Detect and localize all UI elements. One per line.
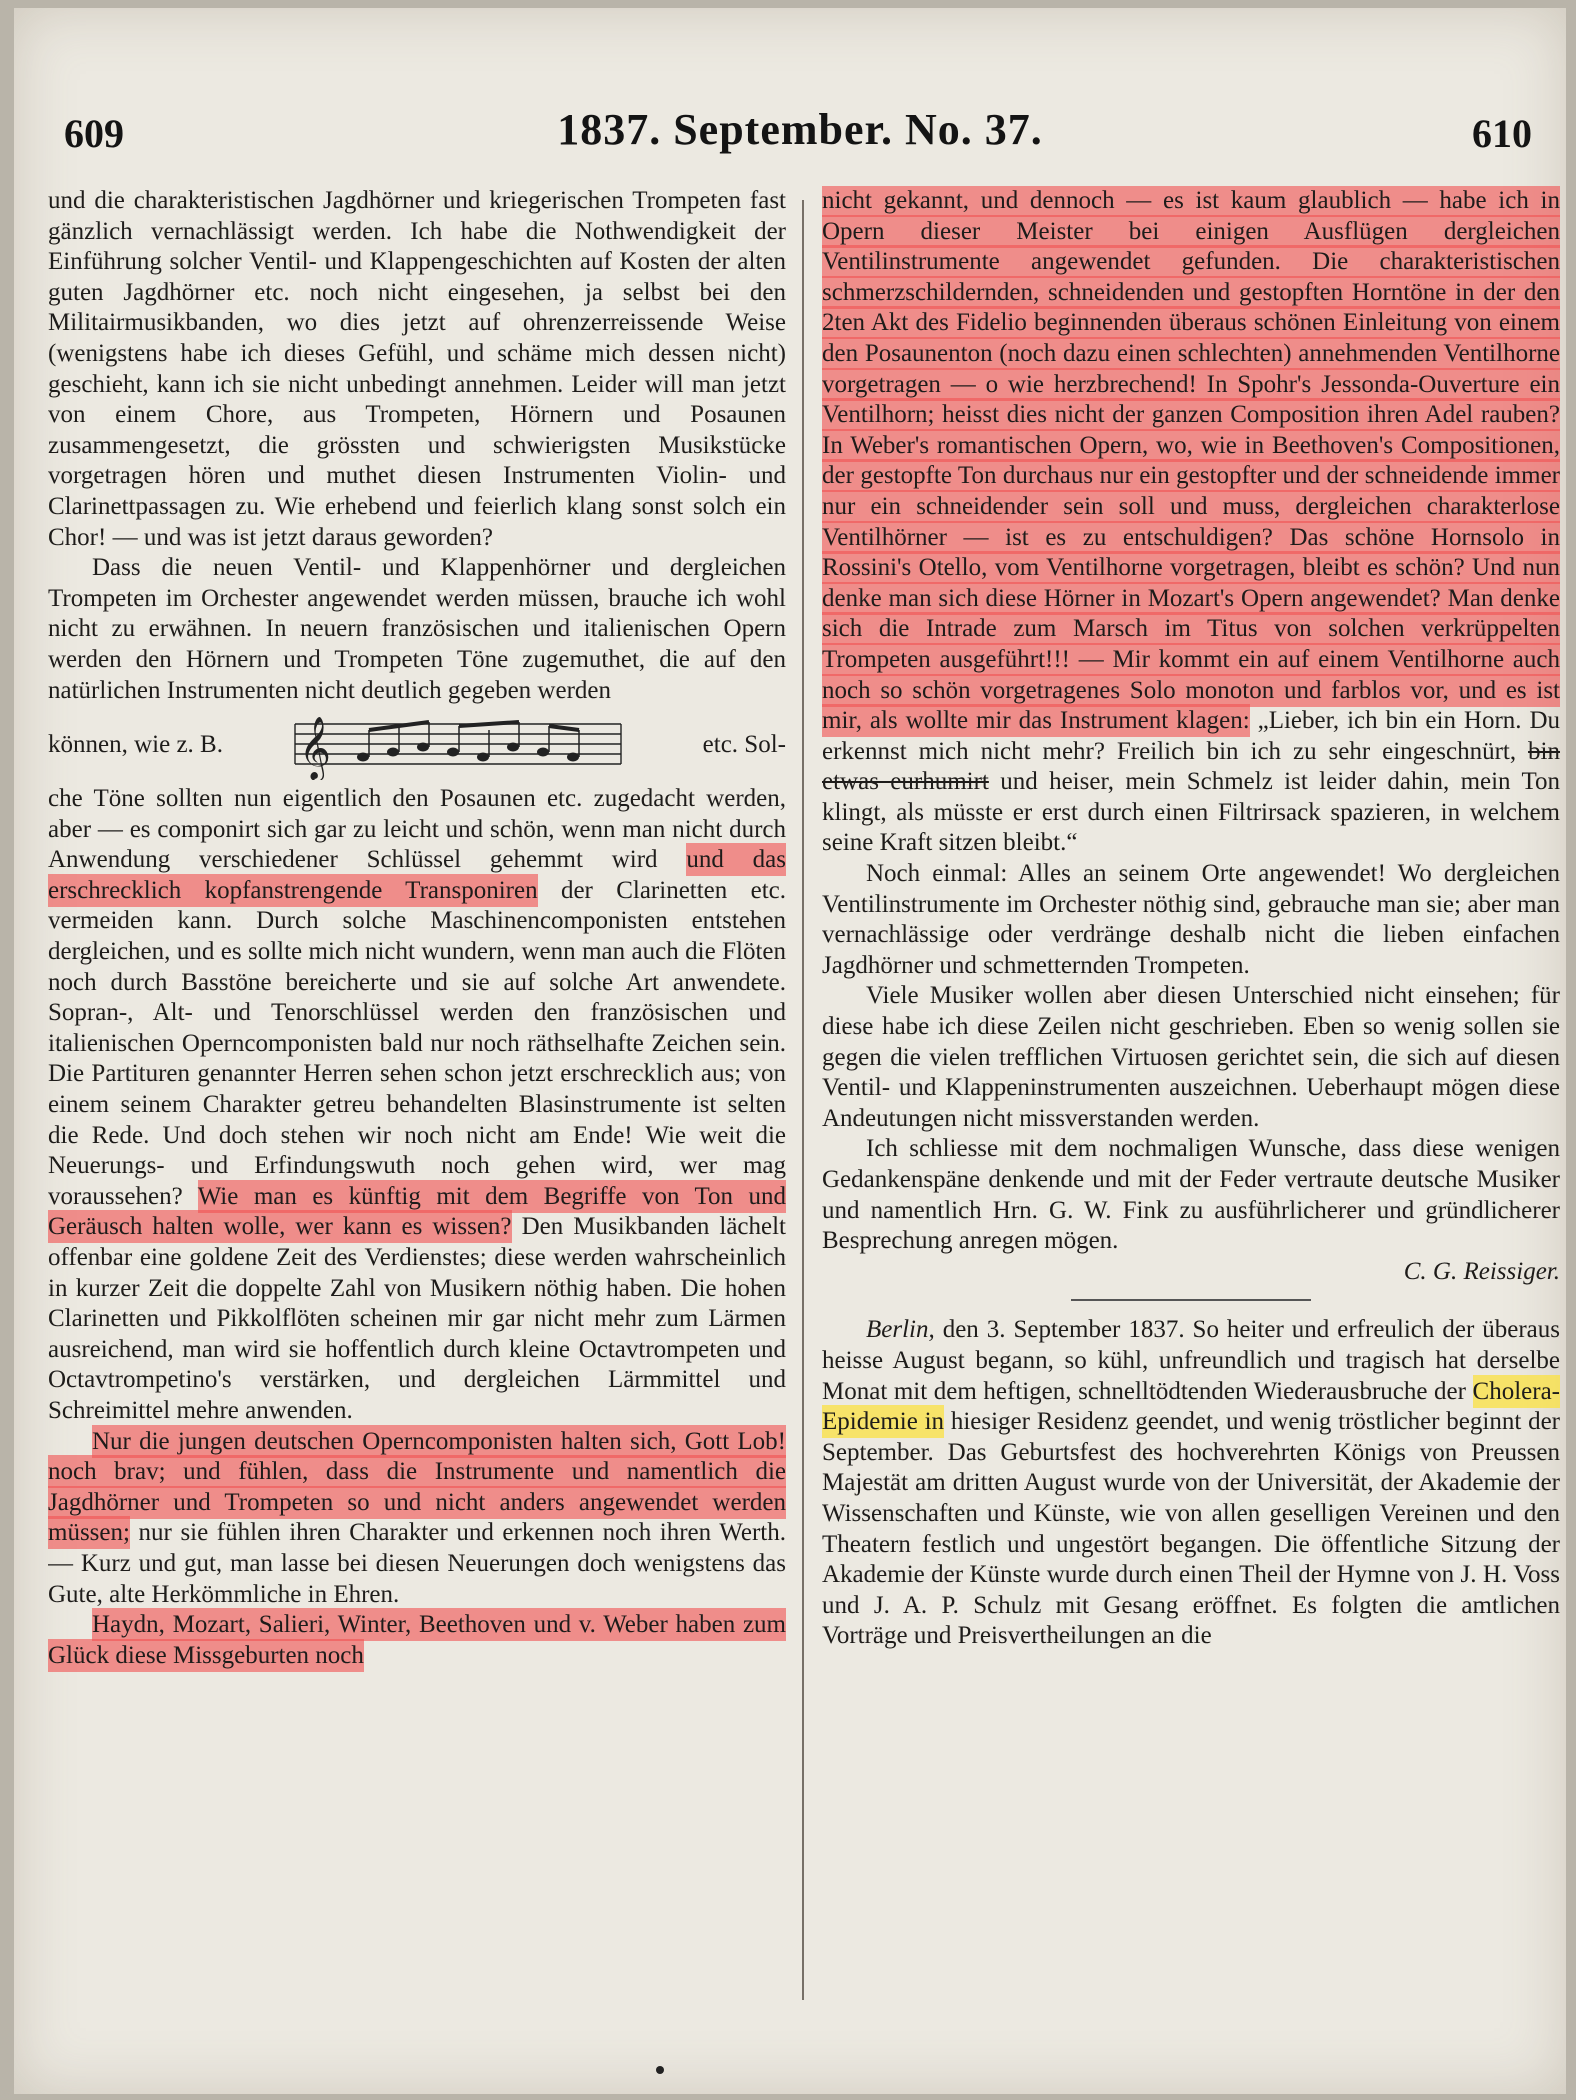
red-highlight: und das erschrecklich kopfanstrengende Transponiren bbox=[48, 843, 786, 907]
music-example-lead: können, wie z. B. bbox=[48, 730, 223, 758]
paragraph: Dass die neuen Ventil- und Klappenhörner und dergleichen Trompeten im Orchester angewendet werden müssen, brauche ich wohl nicht zu erwähnen. In neuern französischen und italienischen Opern werden den Hörnern und Trompeten Töne zugemuthet, die auf den natürlichen Instrumenten nicht deutlich gegeben werden bbox=[48, 554, 786, 704]
newspaper-page bbox=[14, 8, 1566, 2094]
paragraph bbox=[48, 784, 786, 1426]
music-example-row bbox=[48, 706, 786, 784]
signature: C. G. Reissiger. bbox=[1403, 1257, 1560, 1285]
text-run: nur sie fühlen ihren Charakter und erkennen noch ihren Werth. — Kurz und gut, man lasse bei diesen Neuerungen doch wenigstens das Gute, alte Herkömmliche in Ehren. bbox=[48, 1519, 786, 1608]
paragraph bbox=[48, 1610, 786, 1671]
right-column bbox=[822, 186, 1560, 2016]
dateline-city: Berlin, bbox=[866, 1316, 935, 1344]
red-highlight: Wie man es künftig mit dem Begriffe von Ton und Geräusch halten wolle, wer kann es wissen? bbox=[48, 1180, 786, 1244]
text-run: den 3. September 1837. So heiter und erfreulich der überaus heisse August begann, so kühl, unfreundlich und tragisch hat derselbe Monat mit dem heftigen, schnelltödtenden Wiederausbruche der bbox=[822, 1316, 1560, 1405]
music-example-tail: etc. Sol- bbox=[702, 730, 786, 758]
footer-dot bbox=[656, 2066, 664, 2074]
text-run: „Lieber, ich bin ein Horn. Du erkennst mich nicht mehr? Freilich bin ich zu sehr eingeschnürt, bbox=[822, 707, 1560, 765]
paragraph bbox=[48, 1427, 786, 1611]
column-divider bbox=[802, 200, 804, 2000]
text-run: Den Musikbanden lächelt offenbar eine goldene Zeit des Verdienstes; diese werden wahrscheinlich in kurzer Zeit die doppelte Zahl von Musikern nöthig haben. Die hohen Clarinetten und Pikkolflöten scheinen mir gar nicht mehr zum Lärmen ausreichend, man wird sie hoffentlich durch kleine Octavtrompeten und Octavtrompetino's verstärken, und dergleichen Lärmmittel und Schreimittel mehre anwenden. bbox=[48, 1213, 786, 1424]
page-number-right: 610 bbox=[1472, 111, 1532, 156]
yellow-highlight: Cholera-Epidemie in bbox=[822, 1375, 1560, 1439]
paragraph: Viele Musiker wollen aber diesen Unterschied nicht einsehen; für diese habe ich diese Zeilen nicht geschrieben. Eben so wenig sollen sie gegen die vielen trefflichen Virtuosen gerichtet sein, die sich auf diesen Ventil- und Klappeninstrumenten auszeichnen. Ueberhaupt mögen diese Andeutungen nicht missverstanden werden. bbox=[822, 982, 1560, 1132]
page-number-left: 609 bbox=[64, 111, 124, 156]
text-run: und heiser, mein Schmelz ist leider dahin, mein Ton klingt, als müsste er erst durch einen Filtrirsack spazieren, in welchem seine Kraft sitzen bleibt.“ bbox=[822, 768, 1560, 857]
paragraph: und die charakteristischen Jagdhörner und kriegerischen Trompeten fast gänzlich vernachlässigt werden. Ich habe die Nothwendigkeit der Einführung solcher Ventil- und Klappengeschichten auf Kosten der alten guten Jagdhörner etc. noch nicht eingesehen, ja selbst bei den Militairmusikbanden, wo dies jetzt auf ohrenzerreissende Weise (wenigstens habe ich dieses Gefühl, und schäme mich dessen nicht) geschieht, kann ich sie nicht unbedingt annehmen. Leider will man jetzt von einem Chore, aus Trompeten, Hörnern und Posaunen zusammengesetzt, die grössten und schwierigsten Musikstücke vorgetragen hören und muthet diesen Instrumenten Violin- und Clarinettpassagen zu. Wie erhebend und feierlich klang sonst solch ein Chor! — und was ist jetzt daraus geworden? bbox=[48, 187, 786, 551]
text-run: hiesiger Residenz geendet, und wenig tröstlicher beginnt der September. Das Geburtsfest des hochverehrten Königs von Preussen Majestät am dritten August wurde von der Universität, der Akademie der Wissenschaften und Künste, wie von allen geselligen Vereinen und den Theatern festlich und ungestört begangen. Die öffentliche Sitzung der Akademie der Künste wurde durch einen Theil der Hymne von J. H. Voss und J. A. P. Schulz mit Gesang eröffnet. Es folgten die amtlichen Vorträge und Preisvertheilungen an die bbox=[822, 1408, 1560, 1650]
svg-text:𝄞: 𝄞 bbox=[299, 716, 331, 780]
music-staff-icon bbox=[293, 710, 623, 780]
red-highlight: nicht gekannt, und dennoch — es ist kaum glaublich — habe ich in Opern dieser Meister bei einigen Ausflügen dergleichen Ventilinstrumente angewendet gefunden. Die charakteristischen schmerzschildernden, schneidenden und gestopften Horntöne in der den 2ten Akt des Fidelio beginnenden überaus schönen Einleitung von einem den Posaunenton (noch dazu einen schlechten) annehmenden Ventilhorne vorgetragen — o wie herzbrechend! In Spohr's Jessonda-Ouverture ein Ventilhorn; heisst dies nicht der ganzen Composition ihren Adel rauben? In Weber's romantischen Opern, wo, wie in Beethoven's Compositionen, der gestopfte Ton durchaus nur ein gestopfter und der schneidende immer nur ein schneidender sein soll und muss, dergleichen charakterlose Ventilhörner — ist es zu entschuldigen? Das schöne Hornsolo in Rossini's Otello, vom Ventilhorne vorgetragen, bleibt es schön? Und nun denke man sich diese Hörner in Mozart's Opern angewendet? Man denke sich die Intrade zum Marsch im Titus von solchen verkrüppelten Trompeten ausgeführt!!! — Mir kommt ein auf einem Ventilhorne auch noch so schön vorgetragenes Solo monoton und farblos vor, und es ist mir, als wollte mir das Instrument klagen: bbox=[822, 186, 1560, 737]
paragraph bbox=[822, 1315, 1560, 1652]
struck-text: bin etwas eurhumirt bbox=[822, 737, 1560, 796]
red-highlight: Nur die jungen deutschen Operncomponisten halten sich, Gott Lob! noch brav; und fühlen, dass die Instrumente und namentlich die Jagdhörner und Trompeten so und nicht anders angewendet werden müssen; bbox=[48, 1425, 786, 1550]
page-header bbox=[54, 104, 1546, 164]
text-run: che Töne sollten nun eigentlich den Posaunen etc. zugedacht werden, aber — es componirt sich gar zu leicht und schön, wenn man nicht durch Anwendung verschiedener Schlüssel gehemmt wird bbox=[48, 785, 786, 874]
text-run: der Clarinetten etc. vermeiden kann. Durch solche Maschinencomponisten entstehen dergleichen, und es sollte mich nicht wundern, wenn man auch die Flöten noch durch Basstöne bereicherte und sie auf solche Art anwendete. Sopran-, Alt- und Tenorschlüssel werden den französischen und italienischen Operncomponisten bald nur noch räthselhafte Zeichen sein. Die Partituren genannter Herren sehen schon jetzt erschrecklich aus; von einem seinem Charakter getreu behandelten Blasinstrumente ist selten die Rede. Und doch stehen wir noch nicht am Ende! Wie weit die Neuerungs- und Erfindungswuth noch gehen wird, wer mag voraussehen? bbox=[48, 876, 786, 1210]
paragraph bbox=[822, 186, 1560, 859]
paragraph: Ich schliesse mit dem nochmaligen Wunsche, dass diese wenigen Gedankenspäne denkende und mit der Feder vertraute deutsche Musiker und namentlich Hrn. G. W. Fink zu ausführlicherer und gründlicherer Besprechung anregen mögen. bbox=[822, 1135, 1560, 1255]
section-separator bbox=[1071, 1299, 1311, 1301]
left-column bbox=[48, 186, 786, 2016]
issue-title: 1837. September. No. 37. bbox=[557, 105, 1043, 154]
red-highlight: Haydn, Mozart, Salieri, Winter, Beethoven und v. Weber haben zum Glück diese Missgeburten noch bbox=[48, 1608, 786, 1672]
paragraph: Noch einmal: Alles an seinem Orte angewendet! Wo dergleichen Ventilinstrumente im Orchester nöthig sind, gebrauche man sie; aber man vernachlässige oder verdränge deshalb nicht die lieben einfachen Jagdhörner und schmetternden Trompeten. bbox=[822, 860, 1560, 979]
